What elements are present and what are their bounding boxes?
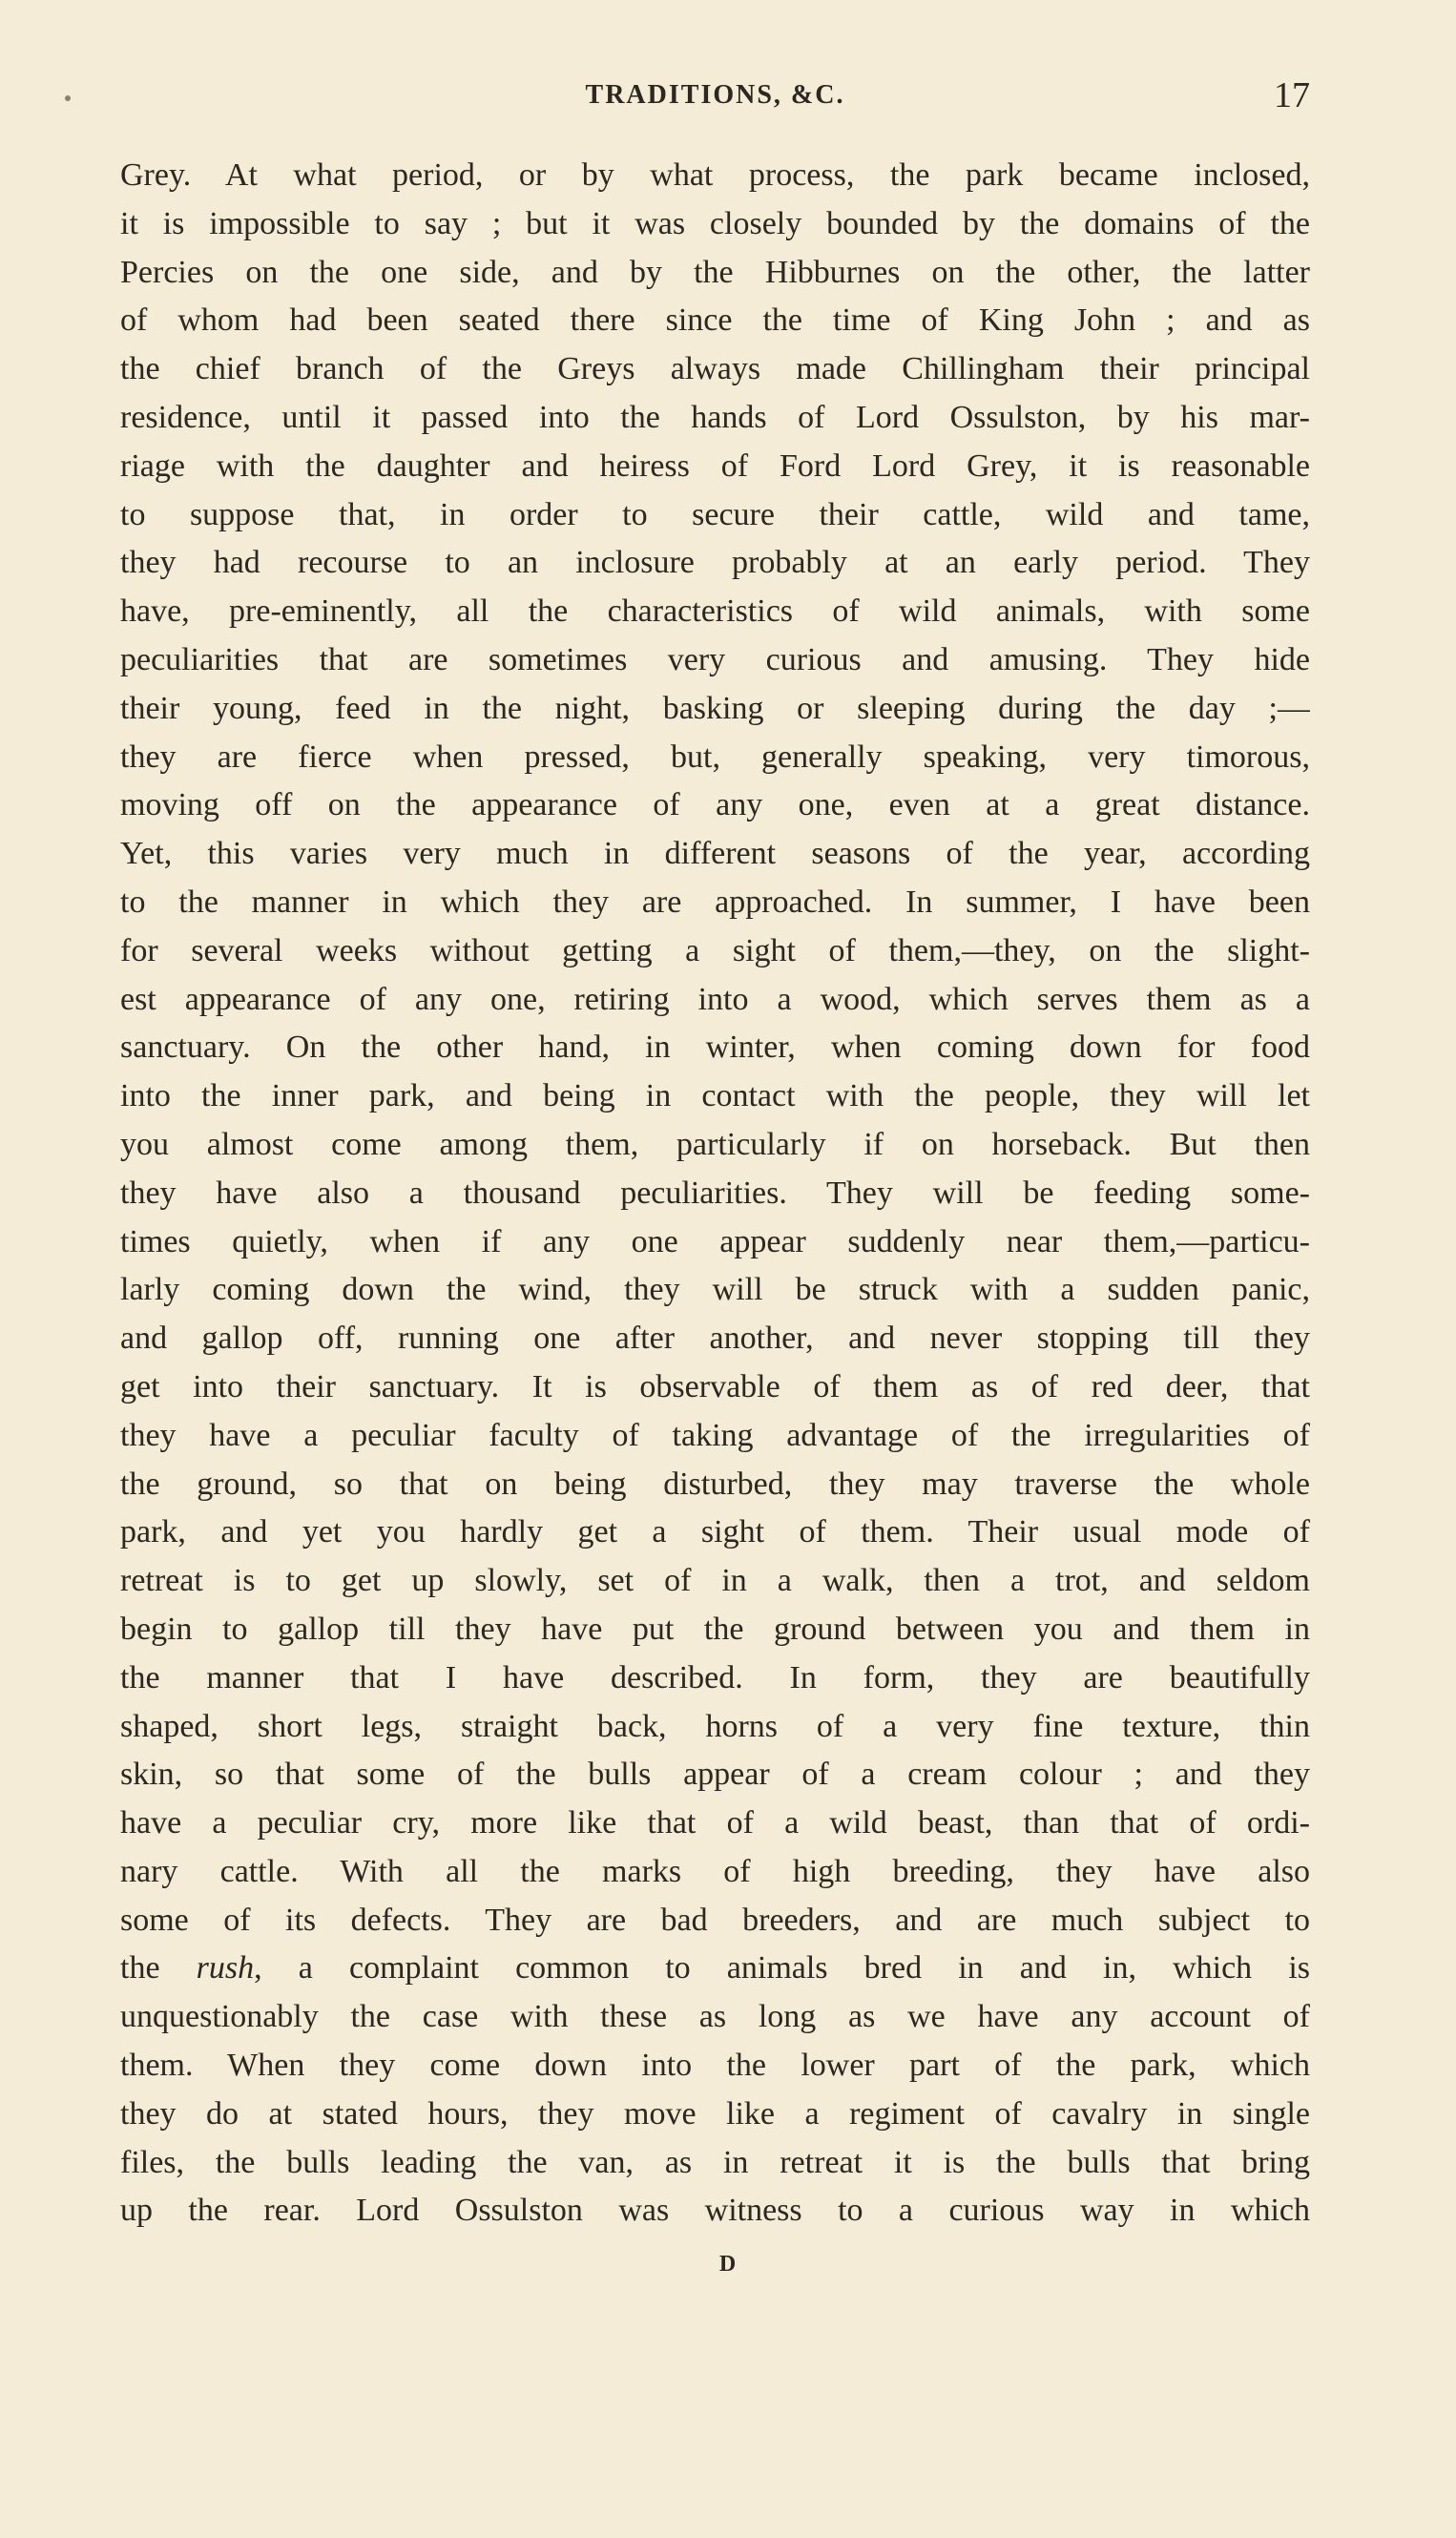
text-line: shaped, short legs, straight back, horns of a very fine texture, thin xyxy=(120,1708,1310,1744)
text-line: have, pre-eminently, all the characteristics of wild animals, with some xyxy=(120,593,1310,630)
text-line: riage with the daughter and heiress of Ford Lord Grey, it is reasonable xyxy=(120,447,1310,484)
text-line: Grey. At what period, or by what process, the park became inclosed, xyxy=(120,157,1310,193)
text-line: retreat is to get up slowly, set of in a walk, then a trot, and seldom xyxy=(120,1563,1310,1599)
text-line: into the inner park, and being in contact with the people, they will let xyxy=(120,1078,1310,1114)
text-line: files, the bulls leading the van, as in retreat it is the bulls that bring xyxy=(120,2144,1310,2180)
text-line: you almost come among them, particularly if on horseback. But then xyxy=(120,1126,1310,1162)
text-line: peculiarities that are sometimes very curious and amusing. They hide xyxy=(120,641,1310,677)
page-header xyxy=(120,74,1310,122)
margin-dot xyxy=(65,95,71,101)
text-line: the manner that I have described. In form, they are beautifully xyxy=(120,1659,1310,1695)
text-line: Percies on the one side, and by the Hibburnes on the other, the latter xyxy=(120,254,1310,290)
text-line-italic xyxy=(120,1945,1310,1993)
text-line: they have also a thousand peculiarities. They will be feeding some- xyxy=(120,1175,1310,1211)
text-line: of whom had been seated there since the time of King John ; and as xyxy=(120,302,1310,339)
signature-mark: D xyxy=(718,2252,738,2277)
text-line: the ground, so that on being disturbed, they may traverse the whole xyxy=(120,1466,1310,1502)
text-line: some of its defects. They are bad breeders, and are much subject to xyxy=(120,1902,1310,1938)
text-line: and gallop off, running one after another, and never stopping till they xyxy=(120,1321,1310,1357)
text-line: est appearance of any one, retiring into a wood, which serves them as a xyxy=(120,981,1310,1017)
page-number: 17 xyxy=(1274,75,1310,115)
text-line: they had recourse to an inclosure probably at an early period. They xyxy=(120,545,1310,581)
running-head: TRADITIONS, &C. xyxy=(585,80,845,110)
text-line: get into their sanctuary. It is observable of them as of red deer, that xyxy=(120,1368,1310,1404)
text-line: they do at stated hours, they move like a regiment of cavalry in single xyxy=(120,2095,1310,2132)
text-line: Yet, this varies very much in different seasons of the year, according xyxy=(120,836,1310,872)
text-line: larly coming down the wind, they will be struck with a sudden panic, xyxy=(120,1272,1310,1308)
body-text xyxy=(120,152,1310,2236)
text-line: times quietly, when if any one appear suddenly near them,—particu- xyxy=(120,1223,1310,1259)
text-line: they have a peculiar faculty of taking advantage of the irregularities of xyxy=(120,1417,1310,1453)
text-line: skin, so that some of the bulls appear of a cream colour ; and they xyxy=(120,1757,1310,1793)
text-line: begin to gallop till they have put the ground between you and them in xyxy=(120,1611,1310,1647)
text-line: their young, feed in the night, basking or sleeping during the day ;— xyxy=(120,690,1310,726)
text-line: moving off on the appearance of any one, even at a great distance. xyxy=(120,787,1310,823)
text-line: to suppose that, in order to secure their cattle, wild and tame, xyxy=(120,496,1310,532)
italic-line-before: the xyxy=(120,1950,197,1987)
italic-term: rush xyxy=(196,1950,255,1987)
text-line: for several weeks without getting a sight of them,—they, on the slight- xyxy=(120,932,1310,968)
text-line: residence, until it passed into the hands of Lord Ossulston, by his mar- xyxy=(120,399,1310,435)
text-line: have a peculiar cry, more like that of a wild beast, than that of ordi- xyxy=(120,1805,1310,1841)
text-line: sanctuary. On the other hand, in winter, when coming down for food xyxy=(120,1030,1310,1066)
text-line: nary cattle. With all the marks of high breeding, they have also xyxy=(120,1853,1310,1889)
text-line: it is impossible to say ; but it was closely bounded by the domains of the xyxy=(120,205,1310,241)
text-line: up the rear. Lord Ossulston was witness to a curious way in which xyxy=(120,2193,1310,2229)
text-line: them. When they come down into the lower part of the park, which xyxy=(120,2048,1310,2084)
text-line: they are fierce when pressed, but, generally speaking, very timorous, xyxy=(120,739,1310,775)
italic-line-after: , a complaint common to animals bred in and in, which is xyxy=(254,1950,1310,1987)
text-line: park, and yet you hardly get a sight of them. Their usual mode of xyxy=(120,1514,1310,1550)
text-line: the chief branch of the Greys always made Chillingham their principal xyxy=(120,351,1310,387)
text-line: to the manner in which they are approached. In summer, I have been xyxy=(120,884,1310,920)
text-line: unquestionably the case with these as long as we have any account of xyxy=(120,1999,1310,2035)
